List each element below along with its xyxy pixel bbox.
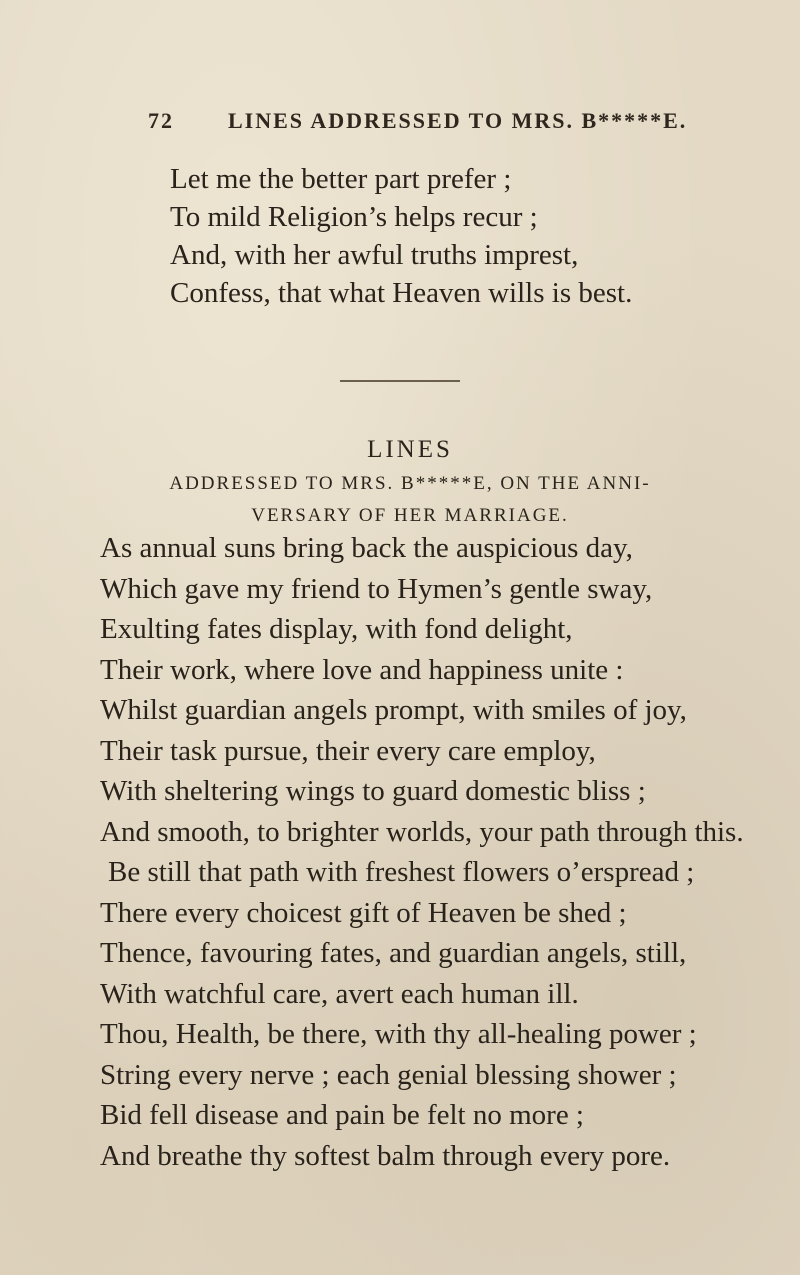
- poem-line: Their work, where love and happiness unite :: [100, 653, 624, 686]
- poem-line: Which gave my friend to Hymen’s gentle sway,: [100, 572, 653, 605]
- stanza-line: Confess, that what Heaven wills is best.: [170, 277, 633, 309]
- section-divider: [340, 380, 460, 382]
- poem-line: Exulting fates display, with fond delight,: [100, 613, 573, 645]
- poem-line: Whilst guardian angels prompt, with smiles of joy,: [100, 694, 687, 726]
- poem-line: Be still that path with freshest flowers o’erspread ;: [108, 856, 695, 888]
- poem-line: Thou, Health, be there, with thy all-healing power ;: [100, 1018, 697, 1050]
- poem-line: With sheltering wings to guard domestic bliss ;: [100, 775, 646, 807]
- poem-line: String every nerve ; each genial blessing shower ;: [100, 1058, 677, 1091]
- poem-line: As annual suns bring back the auspicious day,: [100, 532, 633, 564]
- running-head: [148, 108, 708, 144]
- poem-line: And breathe thy softest balm through every pore.: [100, 1139, 671, 1172]
- poem-line: Bid fell disease and pain be felt no more ;: [100, 1099, 584, 1131]
- closing-stanza: [170, 160, 730, 312]
- poem-line: There every choicest gift of Heaven be shed ;: [100, 896, 627, 929]
- poem-subtitle-line-2: VERSARY OF HER MARRIAGE.: [251, 505, 569, 526]
- page-number: 72: [148, 108, 174, 133]
- stanza-line: And, with her awful truths imprest,: [170, 239, 579, 271]
- poem-line: And smooth, to brighter worlds, your path through this.: [100, 815, 744, 848]
- poem-line: Thence, favouring fates, and guardian angels, still,: [100, 937, 687, 969]
- poem-body: [100, 528, 760, 1176]
- stanza-line: To mild Religion’s helps recur ;: [170, 201, 538, 233]
- poem-line: With watchful care, avert each human ill.: [100, 977, 579, 1010]
- stanza-line: Let me the better part prefer ;: [170, 163, 512, 195]
- poem-heading: [100, 432, 720, 532]
- poem-subtitle-line-1: ADDRESSED TO MRS. B*****E, ON THE ANNI-: [169, 473, 651, 494]
- running-head-title: LINES ADDRESSED TO MRS. B*****E.: [228, 108, 688, 133]
- poem-line: Their task pursue, their every care employ,: [100, 734, 596, 767]
- poem-title: LINES: [367, 436, 453, 463]
